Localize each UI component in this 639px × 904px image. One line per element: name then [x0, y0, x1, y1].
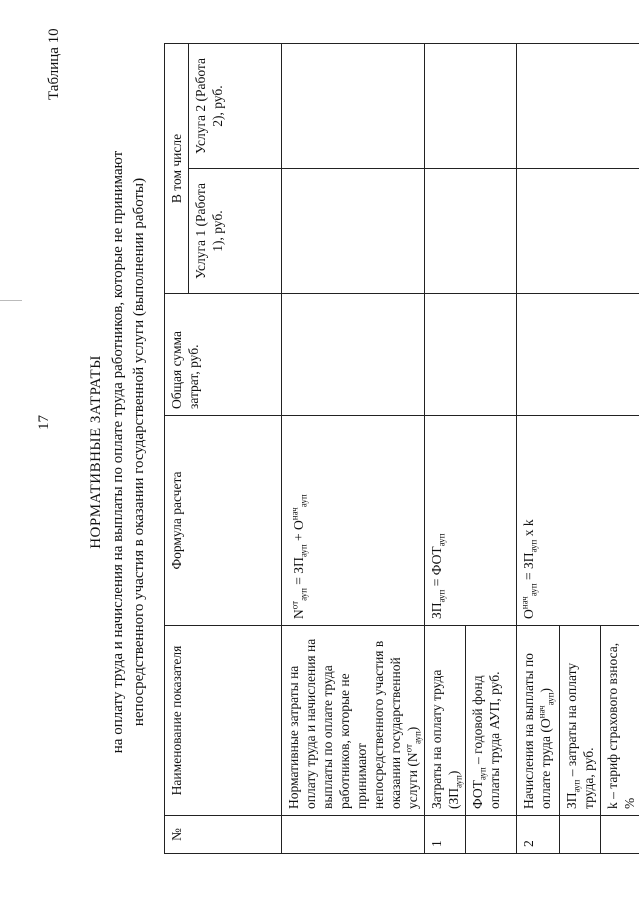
total-cell: [282, 294, 425, 416]
document-subtitle-line2: непосредственного участия в оказании государственной услуги (выполнении работы): [131, 177, 147, 727]
formula-cell: $ЗП_{ауп} = ФОТ_{ауп}$: [425, 416, 517, 626]
costs-table: [164, 43, 639, 854]
header-service2: Услуга 2 (Работа 2), руб.: [189, 44, 282, 169]
header-including: В том числе: [165, 44, 189, 294]
total-cell: [517, 294, 639, 416]
name-cell: Нормативные затраты на оплату труда и начисления на выплаты по оплате труда работников, которые не принимают непосредственного участия в оказании государственной услуги $(N^{от}_{ауп})$: [282, 626, 425, 816]
service2-cell: [425, 44, 517, 169]
name-cell: Затраты на оплату труда $(ЗП_{ауп})$: [425, 626, 466, 816]
document-subtitle-line1: на оплату труда и начисления на выплаты по оплате труда работников, которые не принимают: [110, 150, 126, 754]
name-cell: k – тариф страхового взноса, %: [601, 626, 639, 816]
service1-cell: [517, 169, 639, 294]
header-row: [165, 44, 189, 854]
page-number: 17: [36, 415, 52, 430]
header-name: Наименование показателя: [165, 626, 282, 816]
service2-cell: [517, 44, 639, 169]
num-cell: [560, 816, 601, 854]
num-cell: [282, 816, 425, 854]
formula-cell: $N^{от}_{ауп} = ЗП_{ауп} + О^{нач}_{ауп}$: [282, 416, 425, 626]
name-cell: Начисления на выплаты по оплате труда $(О^{нач}_{ауп})$: [517, 626, 560, 816]
header-service1: Услуга 1 (Работа 1), руб.: [189, 169, 282, 294]
service1-cell: [425, 169, 517, 294]
num-cell: [466, 816, 517, 854]
service2-cell: [282, 44, 425, 169]
num-cell: 2: [517, 816, 560, 854]
total-cell: [425, 294, 517, 416]
header-formula: Формула расчета: [165, 416, 282, 626]
table-row: [517, 44, 560, 854]
service1-cell: [282, 169, 425, 294]
formula-cell: $О^{нач}_{ауп} = ЗП_{ауп}$ x k: [517, 416, 639, 626]
num-cell: [601, 816, 639, 854]
table-row: [425, 44, 466, 854]
name-cell: $ФОТ_{ауп}$ – годовой фонд оплаты труда АУП, руб.: [466, 626, 517, 816]
num-cell: 1: [425, 816, 466, 854]
header-num: №: [165, 816, 282, 854]
document-title: НОРМАТИВНЫЕ ЗАТРАТЫ: [88, 355, 104, 549]
table-row: [282, 44, 425, 854]
name-cell: $ЗП_{ауп}$ – затраты на оплату труда, руб.: [560, 626, 601, 816]
table-label: Таблица 10: [46, 28, 62, 100]
header-total: Общая сумма затрат, руб.: [165, 294, 282, 416]
